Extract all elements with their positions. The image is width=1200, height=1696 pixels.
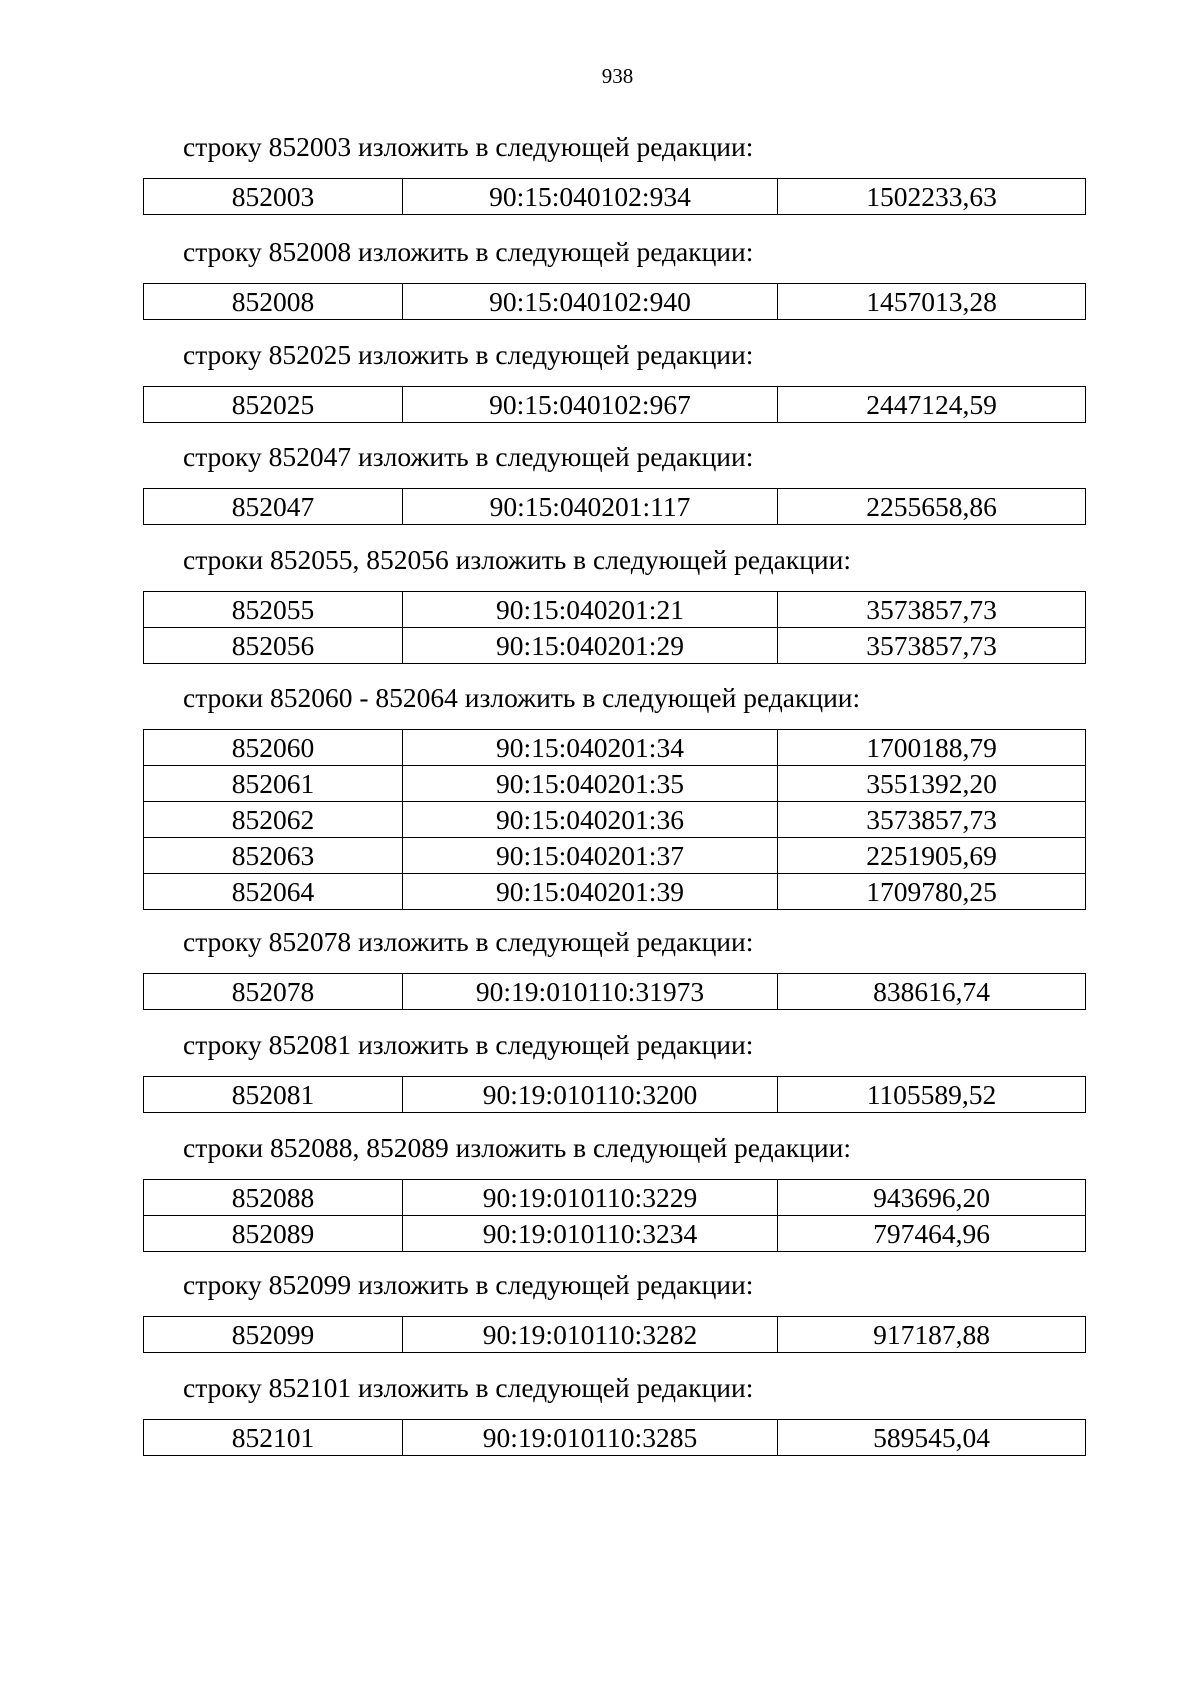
amendment-table <box>143 488 1086 525</box>
table-row <box>144 766 1086 802</box>
cadastral-value-cell: 917187,88 <box>778 1317 1086 1353</box>
table-row <box>144 628 1086 664</box>
cadastral-number-cell: 90:19:010110:31973 <box>403 974 778 1010</box>
amendment-table <box>143 1316 1086 1353</box>
cadastral-number-cell: 90:15:040201:39 <box>403 874 778 910</box>
amendment-instruction: строки 852088, 852089 изложить в следующей редакции: <box>183 1132 851 1163</box>
cadastral-value-cell: 3551392,20 <box>778 766 1086 802</box>
row-code-cell: 852025 <box>144 387 403 423</box>
table-row <box>144 1216 1086 1252</box>
row-code-cell: 852008 <box>144 284 403 320</box>
cadastral-value-cell: 3573857,73 <box>778 628 1086 664</box>
cadastral-number-cell: 90:15:040102:967 <box>403 387 778 423</box>
cadastral-number-cell: 90:15:040201:36 <box>403 802 778 838</box>
row-code-cell: 852099 <box>144 1317 403 1353</box>
amendment-table <box>143 178 1086 215</box>
cadastral-number-cell: 90:15:040102:934 <box>403 179 778 215</box>
amendment-instruction: строку 852025 изложить в следующей редакции: <box>183 339 754 370</box>
amendment-instruction: строку 852101 изложить в следующей редакции: <box>183 1372 754 1403</box>
cadastral-value-cell: 589545,04 <box>778 1420 1086 1456</box>
row-code-cell: 852078 <box>144 974 403 1010</box>
table-row <box>144 489 1086 525</box>
cadastral-number-cell: 90:19:010110:3282 <box>403 1317 778 1353</box>
cadastral-number-cell: 90:15:040201:117 <box>403 489 778 525</box>
table-row <box>144 592 1086 628</box>
cadastral-number-cell: 90:15:040201:29 <box>403 628 778 664</box>
cadastral-value-cell: 797464,96 <box>778 1216 1086 1252</box>
cadastral-value-cell: 1700188,79 <box>778 730 1086 766</box>
table-row <box>144 284 1086 320</box>
row-code-cell: 852064 <box>144 874 403 910</box>
table-row <box>144 1077 1086 1113</box>
page-number: 938 <box>601 64 634 88</box>
row-code-cell: 852061 <box>144 766 403 802</box>
row-code-cell: 852089 <box>144 1216 403 1252</box>
row-code-cell: 852081 <box>144 1077 403 1113</box>
row-code-cell: 852101 <box>144 1420 403 1456</box>
amendment-instruction: строку 852099 изложить в следующей редакции: <box>183 1269 754 1300</box>
row-code-cell: 852063 <box>144 838 403 874</box>
amendment-table <box>143 1419 1086 1456</box>
amendment-table <box>143 1179 1086 1252</box>
cadastral-number-cell: 90:19:010110:3234 <box>403 1216 778 1252</box>
row-code-cell: 852062 <box>144 802 403 838</box>
cadastral-value-cell: 1105589,52 <box>778 1077 1086 1113</box>
cadastral-value-cell: 3573857,73 <box>778 802 1086 838</box>
cadastral-value-cell: 2255658,86 <box>778 489 1086 525</box>
amendment-instruction: строку 852081 изложить в следующей редакции: <box>183 1029 754 1060</box>
cadastral-number-cell: 90:15:040201:34 <box>403 730 778 766</box>
amendment-table <box>143 1076 1086 1113</box>
cadastral-value-cell: 838616,74 <box>778 974 1086 1010</box>
row-code-cell: 852060 <box>144 730 403 766</box>
amendment-table <box>143 973 1086 1010</box>
amendment-instruction: строку 852078 изложить в следующей редакции: <box>183 926 754 957</box>
table-row <box>144 838 1086 874</box>
amendment-instruction: строки 852055, 852056 изложить в следующей редакции: <box>183 544 851 575</box>
cadastral-number-cell: 90:15:040201:35 <box>403 766 778 802</box>
table-row <box>144 387 1086 423</box>
cadastral-value-cell: 1709780,25 <box>778 874 1086 910</box>
amendment-table <box>143 283 1086 320</box>
cadastral-value-cell: 3573857,73 <box>778 592 1086 628</box>
cadastral-value-cell: 2251905,69 <box>778 838 1086 874</box>
row-code-cell: 852088 <box>144 1180 403 1216</box>
table-row <box>144 179 1086 215</box>
row-code-cell: 852055 <box>144 592 403 628</box>
table-row <box>144 1420 1086 1456</box>
table-row <box>144 874 1086 910</box>
table-row <box>144 802 1086 838</box>
amendment-instruction: строки 852060 - 852064 изложить в следующей редакции: <box>183 682 861 713</box>
amendment-instruction: строку 852003 изложить в следующей редакции: <box>183 131 754 162</box>
cadastral-value-cell: 1502233,63 <box>778 179 1086 215</box>
cadastral-value-cell: 2447124,59 <box>778 387 1086 423</box>
cadastral-number-cell: 90:15:040201:21 <box>403 592 778 628</box>
cadastral-value-cell: 943696,20 <box>778 1180 1086 1216</box>
cadastral-number-cell: 90:19:010110:3285 <box>403 1420 778 1456</box>
table-row <box>144 1317 1086 1353</box>
cadastral-value-cell: 1457013,28 <box>778 284 1086 320</box>
cadastral-number-cell: 90:19:010110:3200 <box>403 1077 778 1113</box>
table-row <box>144 730 1086 766</box>
row-code-cell: 852003 <box>144 179 403 215</box>
table-row <box>144 1180 1086 1216</box>
cadastral-number-cell: 90:15:040102:940 <box>403 284 778 320</box>
amendment-instruction: строку 852047 изложить в следующей редакции: <box>183 441 754 472</box>
amendment-instruction: строку 852008 изложить в следующей редакции: <box>183 236 754 267</box>
amendment-table <box>143 591 1086 664</box>
amendment-table <box>143 386 1086 423</box>
row-code-cell: 852056 <box>144 628 403 664</box>
cadastral-number-cell: 90:19:010110:3229 <box>403 1180 778 1216</box>
row-code-cell: 852047 <box>144 489 403 525</box>
cadastral-number-cell: 90:15:040201:37 <box>403 838 778 874</box>
amendment-table <box>143 729 1086 910</box>
table-row <box>144 974 1086 1010</box>
